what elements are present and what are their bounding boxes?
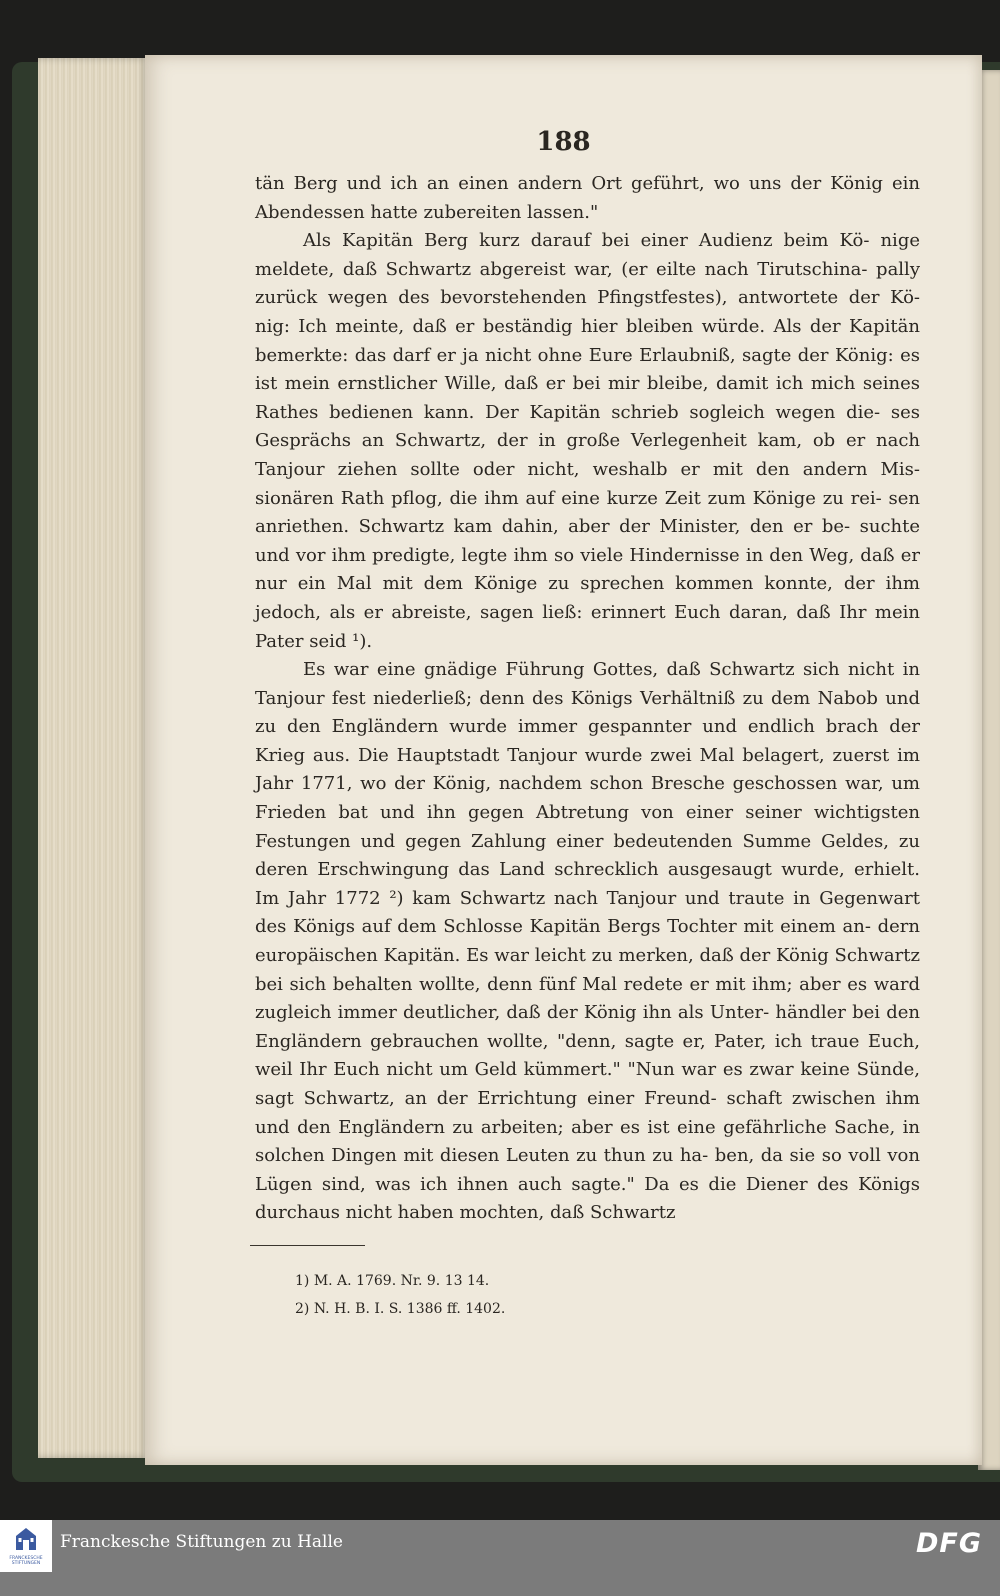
- dfg-logo: DFG: [915, 1528, 982, 1559]
- paragraph-1: [255, 170, 920, 227]
- text-line: nige meldete, daß Schwartz abgereist war, (er eilte nach Tirutschina-: [255, 230, 920, 280]
- footnote-1: 1) M. A. 1769. Nr. 9. 13 14.: [295, 1273, 490, 1289]
- text-line: ein Abendessen hatte zubereiten lassen.": [255, 173, 920, 223]
- text-line: nig: Ich meinte, daß er beständig hier bleiben würde. Als der Kapitän: [255, 315, 920, 337]
- text-line: Weg, daß er nur ein Mal mit dem Könige zu sprechen kommen konnte,: [255, 544, 920, 595]
- text-line: Krieg aus. Die Hauptstadt Tanjour wurde zwei Mal belagert, zuerst: [255, 744, 890, 766]
- text-line: aber es ward zugleich immer deutlicher, daß der König ihn als Unter-: [255, 973, 920, 1024]
- text-line: Es war eine gnädige Führung Gottes, daß Schwartz sich nicht: [303, 659, 895, 681]
- text-line: suchte und vor ihm predigte, legte ihm so viele Hindernisse in den: [255, 516, 920, 566]
- archive-footer-bar: [0, 1520, 1000, 1596]
- text-line: Schwartz bei sich behalten wollte, denn fünf Mal redete er mit ihm;: [255, 945, 920, 995]
- logo-caption: FRANCKESCHE STIFTUNGEN: [9, 1556, 43, 1566]
- institution-logo: [0, 1520, 52, 1572]
- text-line: bemerkte: das darf er ja nicht ohne Eure Erlaubniß, sagte der König:: [255, 344, 894, 366]
- text-line: sionären Rath pflog, die ihm auf eine kurze Zeit zum Könige zu rei-: [255, 487, 882, 509]
- paragraph-2: [255, 227, 920, 656]
- text-line: händler bei den Engländern gebrauchen wollte, "denn, sagte er, Pater,: [255, 1002, 920, 1052]
- text-line: im Jahr 1771, wo der König, nachdem schon Bresche geschossen war,: [255, 744, 920, 795]
- page-number: 188: [536, 127, 591, 157]
- text-line: es die Diener des Königs durchaus nicht haben mochten, daß Schwartz: [255, 1173, 920, 1224]
- text-line: und zu den Engländern wurde immer gespannter und endlich brach der: [255, 687, 920, 738]
- paragraph-3: [255, 656, 920, 1228]
- text-line: nach Tanjour ziehen sollte oder nicht, weshalb er mit den andern Mis-: [255, 430, 920, 480]
- footnote-2: 2) N. H. B. I. S. 1386 ff. 1402.: [295, 1301, 506, 1317]
- text-line: Ihr mein Pater seid ¹).: [255, 601, 920, 652]
- text-line: deren Erschwingung das Land schrecklich ausgesaugt wurde, erhielt. Im: [255, 859, 920, 909]
- text-line: dern europäischen Kapitän. Es war leicht zu merken, daß der König: [255, 916, 920, 967]
- page-edges: [38, 58, 148, 1458]
- text-line: sen anriethen. Schwartz kam dahin, aber der Minister, den er be-: [255, 487, 920, 538]
- text-line: des Königs auf dem Schlosse Kapitän Bergs Tochter mit einem an-: [255, 916, 871, 938]
- institution-name: Franckesche Stiftungen zu Halle: [60, 1532, 343, 1552]
- body-text: [255, 170, 920, 1228]
- text-line: Jahr 1772 ²) kam Schwartz nach Tanjour und traute in Gegenwart: [287, 887, 920, 909]
- text-line: es ist mein ernstlicher Wille, daß er bei mir bleibe, damit ich mich: [255, 344, 920, 395]
- text-line: ben, da sie so voll von Lügen sind, was ich ihnen auch sagte." Da: [255, 1145, 920, 1195]
- text-line: der ihm jedoch, als er abreiste, sagen ließ: erinnert Euch daran, daß: [255, 573, 920, 623]
- footnotes: [295, 1267, 895, 1323]
- text-line: schaft zwischen ihm und den Engländern zu arbeiten; aber es ist eine: [255, 1088, 920, 1138]
- text-line: in Tanjour fest niederließ; denn des Königs Verhältniß zu dem Nabob: [255, 659, 920, 709]
- text-line: ich traue Euch, weil Ihr Euch nicht um Geld kümmert." "Nun war: [255, 1030, 920, 1081]
- footnote-divider: [250, 1245, 365, 1246]
- text-line: Festungen und gegen Zahlung einer bedeutenden Summe Geldes, zu: [255, 830, 920, 852]
- text-line: ses Gesprächs an Schwartz, der in große Verlegenheit kam, ob er: [255, 401, 920, 452]
- text-line: seines Rathes bedienen kann. Der Kapitän schrieb sogleich wegen die-: [255, 373, 920, 423]
- text-line: Als Kapitän Berg kurz darauf bei einer Audienz beim Kö-: [303, 230, 870, 252]
- text-line: um Frieden bat und ihn gegen Abtretung von einer seiner wichtigsten: [255, 773, 920, 824]
- institution-logo-icon: [14, 1526, 38, 1552]
- text-line: es zwar keine Sünde, sagt Schwartz, an der Errichtung einer Freund-: [255, 1059, 920, 1109]
- text-line: pally zurück wegen des bevorstehenden Pfingstfestes), antwortete der Kö-: [255, 258, 920, 309]
- book-page: [145, 55, 982, 1465]
- text-line: gefährliche Sache, in solchen Dingen mit diesen Leuten zu thun zu ha-: [255, 1116, 920, 1167]
- text-line: tän Berg und ich an einen andern Ort geführt, wo uns der König: [255, 173, 883, 194]
